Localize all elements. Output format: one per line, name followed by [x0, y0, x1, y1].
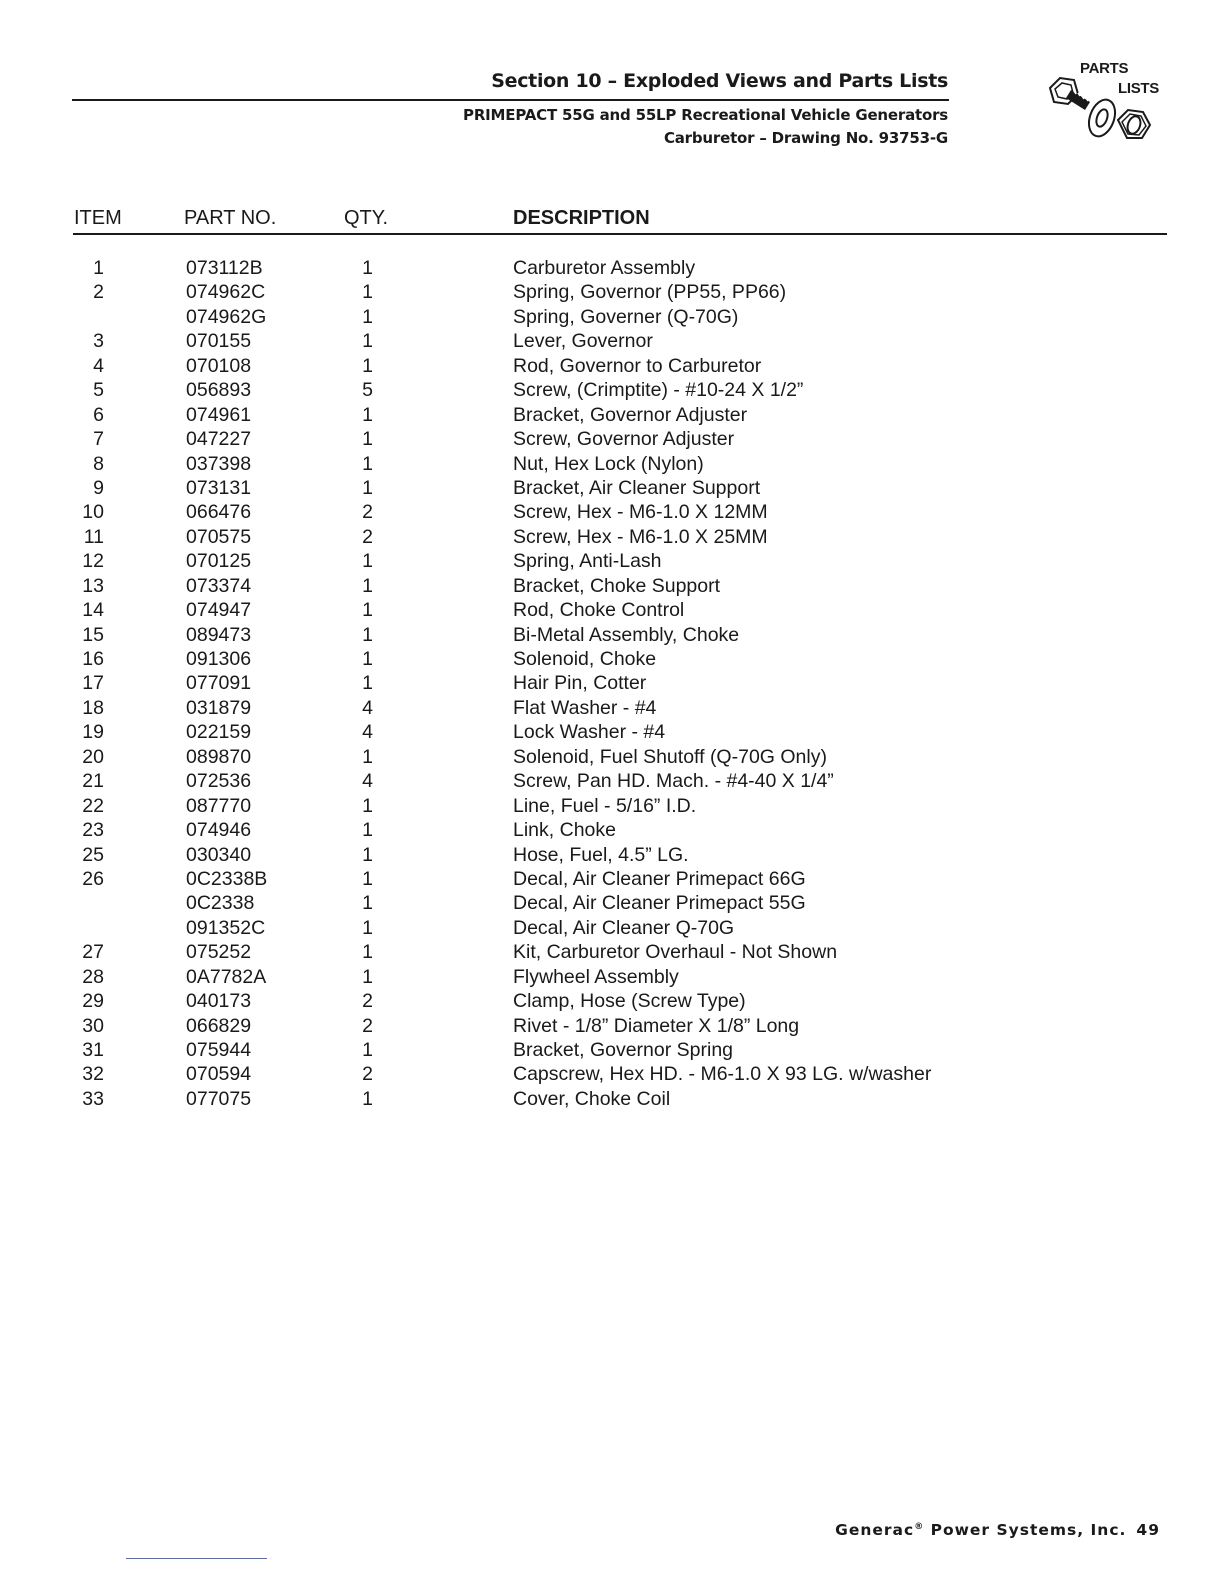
quantity: 2 — [362, 501, 373, 524]
page-number: 49 — [1136, 1521, 1160, 1539]
description: Clamp, Hose (Screw Type) — [513, 990, 746, 1013]
table-row — [0, 281, 1224, 305]
table-row — [0, 330, 1224, 354]
description: Rod, Choke Control — [513, 599, 685, 622]
table-row — [0, 844, 1224, 868]
quantity: 4 — [362, 696, 373, 719]
table-row — [0, 868, 1224, 892]
header-subtitle — [463, 104, 948, 150]
description: Decal, Air Cleaner Q-70G — [513, 916, 735, 939]
part-number: 031879 — [186, 696, 252, 719]
quantity: 2 — [362, 1014, 373, 1037]
part-number: 070155 — [186, 330, 252, 353]
footer-registered-mark: ® — [914, 1521, 925, 1532]
item-number: 7 — [93, 428, 104, 451]
description: Hair Pin, Cotter — [513, 672, 647, 695]
table-row — [0, 1039, 1224, 1063]
description: Flywheel Assembly — [513, 965, 679, 988]
quantity: 1 — [362, 330, 373, 353]
item-number: 23 — [82, 819, 104, 842]
quantity: 1 — [362, 1039, 373, 1061]
part-number: 037398 — [186, 452, 252, 475]
quantity: 1 — [362, 257, 373, 279]
table-row — [0, 306, 1224, 330]
table-row — [0, 501, 1224, 525]
part-number: 066476 — [186, 501, 252, 524]
item-number: 3 — [93, 330, 104, 353]
description: Bracket, Air Cleaner Support — [513, 476, 761, 499]
item-number: 20 — [82, 745, 104, 768]
description: Lever, Governor — [513, 330, 653, 353]
table-row — [0, 1088, 1224, 1112]
quantity: 1 — [362, 819, 373, 842]
quantity: 1 — [362, 476, 373, 499]
table-row — [0, 892, 1224, 916]
item-number: 31 — [82, 1039, 104, 1061]
quantity: 1 — [362, 623, 373, 646]
part-number: 074947 — [186, 599, 252, 622]
column-header-part-no: PART NO. — [184, 207, 277, 229]
description: Decal, Air Cleaner Primepact 55G — [513, 892, 806, 915]
table-row — [0, 624, 1224, 648]
part-number: 072536 — [186, 770, 252, 793]
quantity: 1 — [362, 843, 373, 866]
part-number: 091306 — [186, 648, 252, 670]
part-number: 0A7782A — [186, 965, 267, 988]
item-number: 13 — [82, 574, 104, 597]
part-number: 047227 — [186, 428, 252, 451]
part-number: 091352C — [186, 916, 266, 939]
quantity: 4 — [362, 721, 373, 744]
table-row — [0, 599, 1224, 623]
quantity: 1 — [362, 403, 373, 426]
description: Screw, (Crimptite) - #10-24 X 1/2” — [513, 379, 804, 402]
logo-text-parts: PARTS — [1080, 60, 1129, 77]
item-number: 11 — [83, 525, 104, 548]
description: Hose, Fuel, 4.5” LG. — [513, 843, 689, 866]
quantity: 1 — [362, 965, 373, 988]
table-row — [0, 355, 1224, 379]
description: Rivet - 1/8” Diameter X 1/8” Long — [513, 1014, 800, 1037]
table-row — [0, 526, 1224, 550]
table-row — [0, 477, 1224, 501]
item-number: 18 — [82, 696, 104, 719]
description: Lock Washer - #4 — [513, 721, 666, 744]
item-number: 27 — [82, 941, 104, 964]
parts-lists-logo — [1038, 58, 1168, 158]
table-row — [0, 697, 1224, 721]
table-row — [0, 819, 1224, 843]
part-number: 070594 — [186, 1063, 252, 1086]
item-number: 14 — [82, 599, 104, 622]
quantity: 1 — [362, 648, 373, 670]
description: Spring, Anti-Lash — [513, 550, 662, 573]
part-number: 066829 — [186, 1014, 252, 1037]
table-row — [0, 575, 1224, 599]
description: Bi-Metal Assembly, Choke — [513, 623, 740, 646]
description: Nut, Hex Lock (Nylon) — [513, 452, 704, 475]
item-number: 12 — [82, 550, 104, 573]
table-row — [0, 672, 1224, 696]
part-number: 089870 — [186, 745, 252, 768]
part-number: 074946 — [186, 819, 252, 842]
item-number: 29 — [82, 990, 104, 1013]
part-number: 073112B — [186, 257, 263, 279]
part-number: 075252 — [186, 941, 252, 964]
description: Line, Fuel - 5/16” I.D. — [513, 794, 697, 817]
quantity: 1 — [362, 281, 373, 304]
item-number: 10 — [82, 501, 104, 524]
quantity: 1 — [362, 892, 373, 915]
header-subtitle-line2: Carburetor – Drawing No. 93753-G — [663, 129, 948, 147]
part-number: 030340 — [186, 843, 252, 866]
section-title: Section 10 – Exploded Views and Parts Lists — [491, 70, 948, 92]
table-header-rule — [73, 233, 1167, 235]
description: Screw, Hex - M6-1.0 X 12MM — [513, 501, 768, 524]
table-row — [0, 770, 1224, 794]
quantity: 1 — [362, 672, 373, 695]
table-row — [0, 1015, 1224, 1039]
description: Spring, Governor (PP55, PP66) — [513, 281, 787, 304]
part-number: 0C2338B — [186, 867, 268, 890]
quantity: 4 — [362, 770, 373, 793]
item-number: 26 — [82, 867, 104, 890]
part-number: 073131 — [186, 476, 252, 499]
item-number: 5 — [93, 379, 104, 402]
table-row — [0, 257, 1224, 281]
description: Decal, Air Cleaner Primepact 66G — [513, 867, 806, 890]
quantity: 5 — [362, 379, 373, 402]
description: Screw, Hex - M6-1.0 X 25MM — [513, 525, 768, 548]
item-number: 8 — [93, 452, 104, 475]
item-number: 1 — [93, 257, 104, 279]
quantity: 1 — [362, 1087, 373, 1110]
description: Flat Washer - #4 — [513, 696, 657, 719]
table-row — [0, 1063, 1224, 1087]
header-rule — [72, 99, 949, 101]
footer-company-rest: Power Systems, Inc. — [924, 1521, 1127, 1539]
table-row — [0, 990, 1224, 1014]
part-number: 070575 — [186, 525, 252, 548]
item-number: 21 — [82, 770, 104, 793]
column-header-qty: QTY. — [344, 207, 389, 229]
item-number: 30 — [82, 1014, 104, 1037]
description: Bracket, Governor Spring — [513, 1039, 734, 1061]
table-row — [0, 721, 1224, 745]
description: Bracket, Choke Support — [513, 574, 721, 597]
quantity: 1 — [362, 916, 373, 939]
edge-line — [126, 1558, 267, 1559]
item-number: 22 — [82, 794, 104, 817]
part-number: 070125 — [186, 550, 252, 573]
part-number: 056893 — [186, 379, 252, 402]
table-row — [0, 550, 1224, 574]
table-row — [0, 648, 1224, 672]
quantity: 1 — [362, 941, 373, 964]
part-number: 074961 — [186, 403, 252, 426]
item-number: 9 — [93, 476, 104, 499]
part-number: 089473 — [186, 623, 252, 646]
quantity: 2 — [362, 525, 373, 548]
part-number: 040173 — [186, 990, 252, 1013]
quantity: 1 — [362, 452, 373, 475]
part-number: 0C2338 — [186, 892, 255, 915]
item-number: 15 — [82, 623, 104, 646]
item-number: 2 — [93, 281, 104, 304]
part-number: 077075 — [186, 1087, 252, 1110]
item-number: 28 — [82, 965, 104, 988]
table-row — [0, 746, 1224, 770]
item-number: 16 — [82, 648, 104, 670]
item-number: 33 — [82, 1087, 104, 1110]
part-number: 070108 — [186, 354, 252, 377]
description: Solenoid, Fuel Shutoff (Q-70G Only) — [513, 745, 827, 768]
quantity: 1 — [362, 428, 373, 451]
description: Screw, Pan HD. Mach. - #4-40 X 1/4” — [513, 770, 834, 793]
logo-text-lists: LISTS — [1118, 80, 1160, 97]
item-number: 19 — [82, 721, 104, 744]
part-number: 022159 — [186, 721, 252, 744]
footer-company: Generac — [835, 1521, 915, 1539]
item-number: 32 — [82, 1063, 104, 1086]
description: Cover, Choke Coil — [513, 1087, 671, 1110]
description: Capscrew, Hex HD. - M6-1.0 X 93 LG. w/washer — [513, 1063, 932, 1086]
part-number: 073374 — [186, 574, 252, 597]
part-number: 075944 — [186, 1039, 252, 1061]
description: Screw, Governor Adjuster — [513, 428, 735, 451]
description: Carburetor Assembly — [513, 257, 696, 279]
description: Kit, Carburetor Overhaul - Not Shown — [513, 941, 838, 964]
description: Link, Choke — [513, 819, 616, 842]
footer — [835, 1521, 1160, 1539]
table-row — [0, 379, 1224, 403]
quantity: 1 — [362, 599, 373, 622]
item-number: 4 — [93, 354, 104, 377]
part-number: 077091 — [186, 672, 252, 695]
item-number: 6 — [93, 403, 104, 426]
header-subtitle-line1: PRIMEPACT 55G and 55LP Recreational Vehicle Generators — [463, 106, 948, 124]
table-row — [0, 795, 1224, 819]
quantity: 1 — [362, 550, 373, 573]
quantity: 1 — [362, 794, 373, 817]
description: Rod, Governor to Carburetor — [513, 354, 762, 377]
quantity: 1 — [362, 574, 373, 597]
quantity: 2 — [362, 1063, 373, 1086]
table-row — [0, 941, 1224, 965]
item-number: 17 — [82, 672, 104, 695]
column-header-item: ITEM — [74, 207, 122, 229]
table-row — [0, 453, 1224, 477]
table-row — [0, 966, 1224, 990]
part-number: 074962C — [186, 281, 266, 304]
part-number: 087770 — [186, 794, 252, 817]
quantity: 1 — [362, 354, 373, 377]
table-row — [0, 404, 1224, 428]
description: Solenoid, Choke — [513, 648, 657, 670]
quantity: 1 — [362, 305, 373, 328]
quantity: 1 — [362, 867, 373, 890]
description: Bracket, Governor Adjuster — [513, 403, 748, 426]
quantity: 1 — [362, 745, 373, 768]
table-row — [0, 917, 1224, 941]
item-number: 25 — [82, 843, 104, 866]
parts-table — [0, 257, 1224, 1112]
part-number: 074962G — [186, 305, 267, 328]
column-header-description: DESCRIPTION — [513, 207, 650, 229]
quantity: 2 — [362, 990, 373, 1013]
description: Spring, Governer (Q-70G) — [513, 305, 739, 328]
table-row — [0, 428, 1224, 452]
